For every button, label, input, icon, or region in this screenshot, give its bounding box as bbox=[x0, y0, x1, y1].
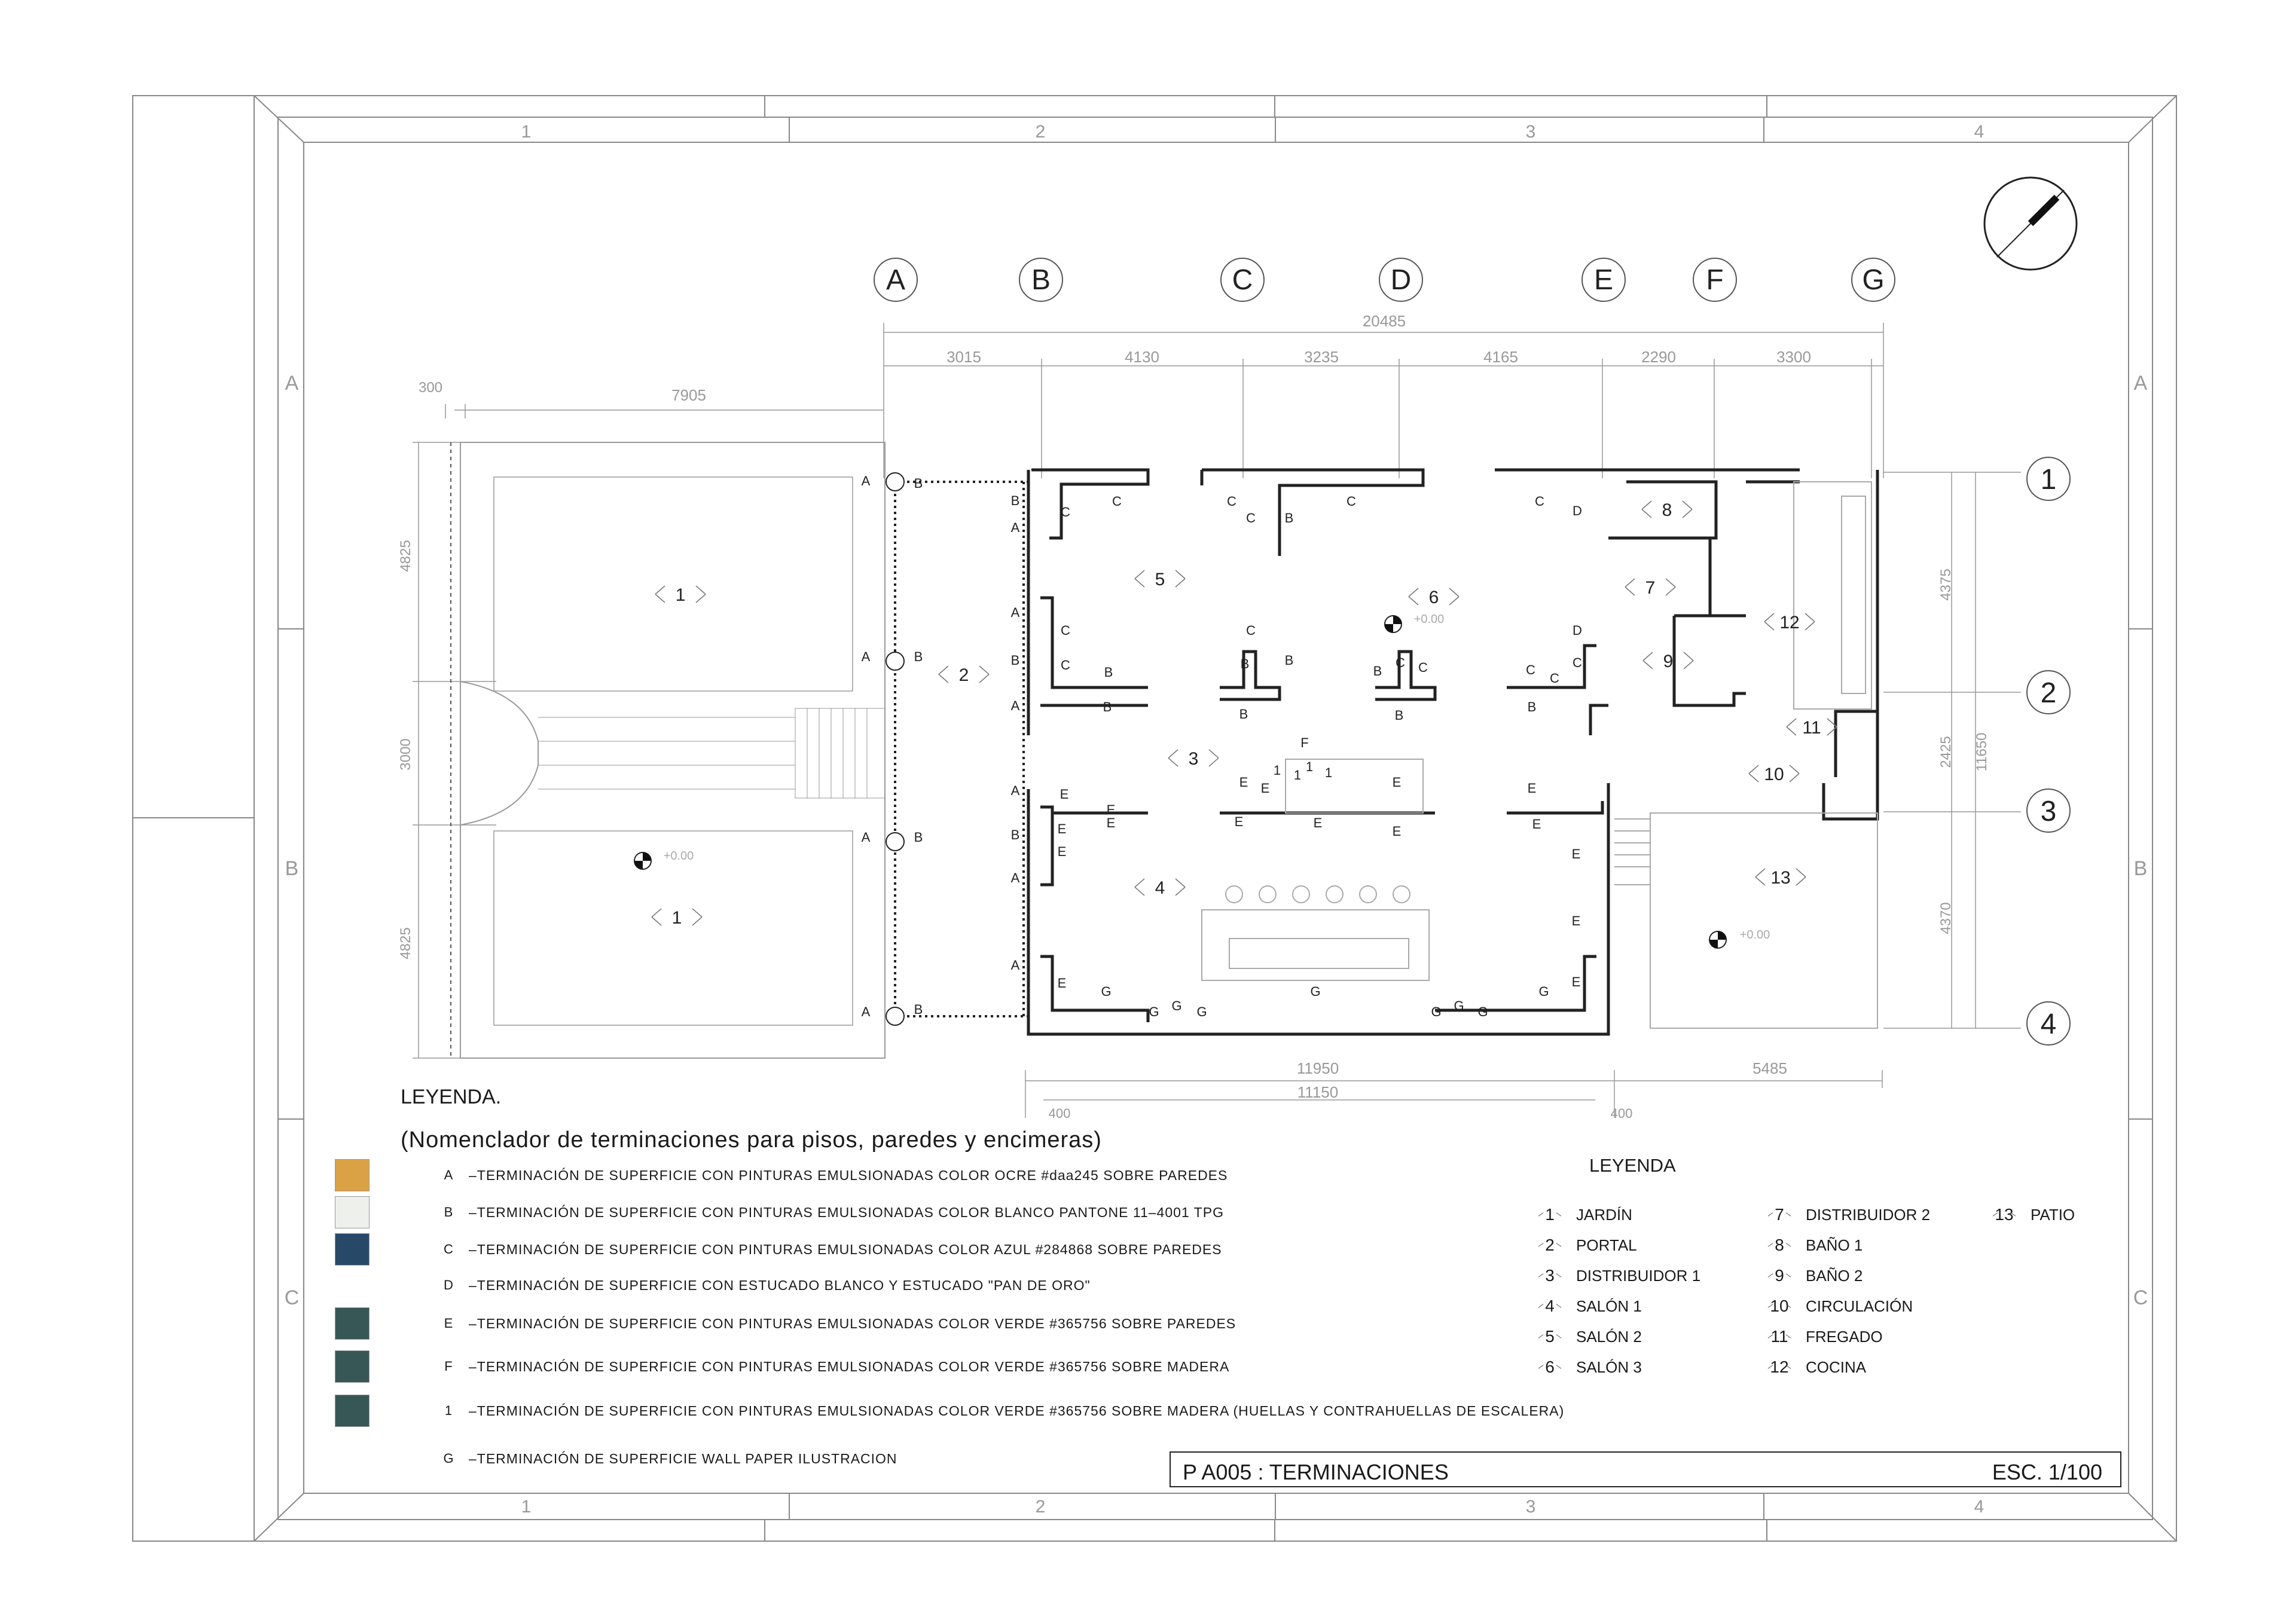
legend-item bbox=[335, 1267, 1091, 1303]
garden-zone bbox=[451, 442, 885, 1058]
north-arrow-icon bbox=[1984, 178, 2077, 270]
legend-item bbox=[335, 1393, 1564, 1429]
finish-code-tag: 1 bbox=[1324, 765, 1333, 780]
finish-code-tag: A bbox=[861, 1004, 871, 1019]
color-swatch bbox=[335, 1269, 370, 1301]
room-name: FREGADO bbox=[1806, 1327, 1883, 1346]
finish-code-tag: E bbox=[1392, 775, 1402, 790]
color-swatch bbox=[335, 1196, 370, 1228]
room-number: 1 bbox=[671, 908, 682, 928]
finish-code-tag: E bbox=[1106, 815, 1116, 830]
finish-code-tag: C bbox=[1573, 655, 1582, 670]
legend-code: G bbox=[443, 1451, 454, 1466]
room-name: BAÑO 1 bbox=[1806, 1236, 1863, 1254]
border-row-label: B bbox=[2133, 857, 2148, 880]
finish-code-tag: E bbox=[1239, 775, 1248, 790]
legend-description: –TERMINACIÓN DE SUPERFICIE CON PINTURAS EMULSIONADAS COLOR BLANCO PANTONE 11–4001 TPG bbox=[469, 1204, 1224, 1220]
finish-code-tag: G bbox=[1196, 1004, 1207, 1019]
room-name: BAÑO 2 bbox=[1806, 1266, 1863, 1285]
room-tag bbox=[1135, 878, 1185, 898]
room-tag bbox=[1764, 613, 1815, 632]
room-number: 11 bbox=[1766, 1327, 1793, 1346]
color-swatch bbox=[335, 1233, 370, 1266]
color-swatch bbox=[335, 1395, 370, 1427]
room-tag bbox=[1168, 749, 1219, 769]
legend-description: –TERMINACIÓN DE SUPERFICIE WALL PAPER ILUSTRACION bbox=[469, 1450, 897, 1466]
dimension-right-height: 2425 bbox=[1938, 736, 1954, 768]
level-value: +0.00 bbox=[1413, 613, 1445, 626]
dimension-total: 20485 bbox=[1362, 312, 1406, 330]
finish-code-tag: A bbox=[1010, 870, 1020, 885]
finish-code-tag: E bbox=[1527, 781, 1537, 796]
finish-code-tag: C bbox=[1347, 494, 1356, 509]
dimension-span: 2290 bbox=[1641, 348, 1676, 366]
dimension-span: 3015 bbox=[947, 348, 981, 366]
finish-code-tag: G bbox=[1538, 984, 1549, 999]
finish-code-tag: D bbox=[1573, 623, 1582, 638]
room-number: 5 bbox=[1537, 1327, 1563, 1346]
rooms-legend-item bbox=[1537, 1355, 1642, 1379]
finish-code-tag: A bbox=[1010, 958, 1020, 973]
dimension-left-height: 4825 bbox=[398, 927, 414, 959]
finish-code-tag: 1 bbox=[1273, 763, 1281, 778]
legend-code: E bbox=[444, 1316, 453, 1331]
finish-code-tag: E bbox=[1313, 815, 1323, 830]
room-number: 11 bbox=[1802, 718, 1821, 738]
rooms-legend-item bbox=[1537, 1264, 1700, 1288]
dimension-left-height: 3000 bbox=[398, 738, 414, 771]
dimension-left-small: 300 bbox=[418, 380, 443, 396]
border-column-label: 2 bbox=[1035, 1497, 1046, 1517]
finish-code-tag: C bbox=[1246, 511, 1256, 525]
room-number: 3 bbox=[1188, 749, 1199, 769]
finish-code-tag: B bbox=[1103, 699, 1112, 714]
room-number: 2 bbox=[958, 665, 969, 685]
room-number: 10 bbox=[1764, 765, 1784, 784]
finish-code-tag: A bbox=[861, 830, 871, 845]
axis-column-label: C bbox=[1232, 264, 1253, 296]
finish-code-tag: C bbox=[1227, 494, 1236, 509]
finish-code-tag: E bbox=[1571, 974, 1581, 989]
finish-code-tag: E bbox=[1060, 787, 1069, 802]
finish-code-tag: B bbox=[914, 830, 923, 845]
legend-item bbox=[335, 1157, 1228, 1193]
dimension-bottom: 5485 bbox=[1752, 1059, 1787, 1077]
finish-code-tag: B bbox=[1527, 699, 1537, 714]
room-number: 13 bbox=[1991, 1205, 2017, 1224]
color-swatch bbox=[335, 1350, 370, 1383]
finish-code-tag: C bbox=[1396, 655, 1405, 670]
room-name: CIRCULACIÓN bbox=[1806, 1297, 1913, 1315]
dimension-right-height: 4370 bbox=[1938, 902, 1954, 934]
title-block bbox=[1170, 1451, 2121, 1487]
dimension-span: 3300 bbox=[1776, 348, 1811, 366]
level-value: +0.00 bbox=[1739, 928, 1770, 942]
finish-code-tag: C bbox=[1061, 623, 1070, 638]
color-swatch bbox=[335, 1442, 370, 1475]
room-number: 13 bbox=[1770, 868, 1791, 888]
border-column-label: 3 bbox=[1525, 122, 1536, 142]
rooms-legend-title: LEYENDA bbox=[1589, 1155, 1676, 1176]
finish-code-tag: G bbox=[1149, 1004, 1159, 1019]
finish-code-tag: B bbox=[1284, 653, 1294, 668]
finish-code-tag: B bbox=[1284, 511, 1294, 525]
finish-code-tag: C bbox=[1550, 671, 1559, 686]
rooms-legend-item bbox=[1537, 1203, 1632, 1227]
room-number: 4 bbox=[1155, 878, 1165, 898]
rooms-legend-item bbox=[1766, 1294, 1913, 1318]
axis-row-label: 2 bbox=[2040, 677, 2057, 709]
border-column-label: 4 bbox=[1974, 122, 1984, 142]
room-number: 4 bbox=[1537, 1297, 1563, 1316]
level-labels bbox=[664, 613, 1770, 942]
border-row-label: C bbox=[2133, 1286, 2148, 1309]
legend-subtitle: (Nomenclador de terminaciones para pisos, paredes y encimeras) bbox=[401, 1127, 1102, 1153]
finish-code-tags bbox=[862, 473, 1582, 1019]
room-name: SALÓN 2 bbox=[1576, 1327, 1642, 1346]
room-number: 2 bbox=[1537, 1236, 1563, 1255]
finish-code-tag: C bbox=[1535, 494, 1544, 509]
dimension-span: 3235 bbox=[1304, 348, 1339, 366]
finish-code-tag: E bbox=[1392, 824, 1402, 839]
finish-code-tag: B bbox=[1010, 493, 1020, 508]
finish-code-tag: C bbox=[1112, 494, 1122, 509]
finish-code-tag: G bbox=[1101, 984, 1112, 999]
finish-code-tag: C bbox=[1061, 505, 1070, 519]
room-tag bbox=[1135, 570, 1185, 589]
legend-item bbox=[335, 1194, 1224, 1230]
room-tag bbox=[655, 585, 706, 605]
room-number: 5 bbox=[1155, 570, 1165, 589]
finish-code-tag: G bbox=[1454, 998, 1464, 1013]
rooms-legend-item bbox=[1537, 1233, 1637, 1257]
color-swatch bbox=[335, 1307, 370, 1340]
finish-code-tag: A bbox=[861, 473, 871, 488]
border-row-label: C bbox=[284, 1286, 300, 1309]
axis-column-label: B bbox=[1031, 264, 1051, 296]
finish-code-tag: D bbox=[1573, 503, 1582, 518]
legend-description: –TERMINACIÓN DE SUPERFICIE CON PINTURAS EMULSIONADAS COLOR VERDE #365756 SOBRE MADERA (HUELLAS Y CONTRAHUELLAS DE ESCALERA) bbox=[469, 1402, 1565, 1419]
axis-column-label: G bbox=[1862, 264, 1885, 296]
rooms-legend-item bbox=[1537, 1325, 1642, 1349]
dimension-bottom: 400 bbox=[1048, 1106, 1071, 1121]
finish-code-tag: C bbox=[1246, 623, 1256, 638]
dimension-span: 4130 bbox=[1125, 348, 1159, 366]
legend-code: A bbox=[444, 1167, 453, 1182]
axis-column-label: F bbox=[1706, 264, 1724, 296]
axis-row-label: 1 bbox=[2040, 464, 2057, 496]
room-name: DISTRIBUIDOR 1 bbox=[1576, 1266, 1701, 1285]
legend-item bbox=[335, 1306, 1236, 1341]
axis-column-label: E bbox=[1593, 264, 1614, 296]
room-number: 1 bbox=[1537, 1205, 1563, 1224]
room-name: PATIO bbox=[2031, 1205, 2075, 1224]
axis-row-label: 4 bbox=[2040, 1008, 2057, 1040]
finish-code-tag: B bbox=[914, 1002, 923, 1017]
finish-code-tag: F bbox=[1300, 735, 1309, 750]
building-walls bbox=[1028, 470, 1877, 1034]
room-tag bbox=[1409, 588, 1459, 607]
room-number: 10 bbox=[1766, 1297, 1793, 1316]
room-number: 9 bbox=[1663, 652, 1674, 671]
finish-code-tag: B bbox=[1010, 827, 1020, 842]
room-tag bbox=[1749, 765, 1799, 784]
dimension-left-height: 4825 bbox=[398, 540, 414, 572]
room-name: SALÓN 3 bbox=[1576, 1358, 1642, 1376]
finish-code-tag: A bbox=[1010, 520, 1020, 535]
finish-code-tag: A bbox=[1010, 605, 1020, 620]
room-number: 9 bbox=[1766, 1266, 1793, 1285]
room-tag bbox=[1643, 652, 1693, 671]
finish-code-tag: E bbox=[1057, 844, 1067, 859]
legend-code: C bbox=[444, 1242, 453, 1257]
sheet-title: P A005 : TERMINACIONES bbox=[1183, 1460, 1449, 1484]
room-name: SALÓN 1 bbox=[1576, 1297, 1642, 1315]
legend-description: –TERMINACIÓN DE SUPERFICIE CON PINTURAS EMULSIONADAS COLOR AZUL #284868 SOBRE PAREDES bbox=[469, 1241, 1222, 1257]
finish-code-tag: E bbox=[1260, 781, 1270, 796]
rooms-legend-item bbox=[1766, 1233, 1863, 1257]
dimension-bottom: 400 bbox=[1610, 1106, 1633, 1121]
room-tag bbox=[1625, 578, 1675, 598]
legend-description: –TERMINACIÓN DE SUPERFICIE CON PINTURAS EMULSIONADAS COLOR VERDE #365756 SOBRE MADERA bbox=[469, 1358, 1230, 1374]
dimension-span: 4165 bbox=[1483, 348, 1518, 366]
legend-description: –TERMINACIÓN DE SUPERFICIE CON PINTURAS EMULSIONADAS COLOR VERDE #365756 SOBRE PAREDES bbox=[469, 1315, 1236, 1331]
border-row-label: A bbox=[285, 372, 299, 395]
finish-code-tag: A bbox=[1010, 783, 1020, 798]
finish-code-tag: 1 bbox=[1305, 759, 1314, 774]
finish-code-tag: G bbox=[1431, 1004, 1442, 1019]
sheet-scale: ESC. 1/100 bbox=[1992, 1460, 2102, 1484]
room-tag bbox=[1787, 718, 1837, 738]
level-marker-icon bbox=[634, 616, 1726, 948]
finish-code-tag: C bbox=[1526, 662, 1535, 677]
legend-title: LEYENDA. bbox=[401, 1086, 502, 1108]
legend-description: –TERMINACIÓN DE SUPERFICIE CON PINTURAS EMULSIONADAS COLOR OCRE #daa245 SOBRE PAREDES bbox=[469, 1167, 1228, 1183]
legend-item bbox=[335, 1231, 1222, 1267]
room-name: JARDÍN bbox=[1576, 1205, 1632, 1224]
border-row-label: B bbox=[285, 857, 299, 880]
room-name: PORTAL bbox=[1576, 1236, 1637, 1254]
rooms-legend-item bbox=[1766, 1264, 1863, 1288]
rooms-legend-item bbox=[1766, 1325, 1883, 1349]
room-number: 12 bbox=[1766, 1358, 1793, 1377]
border-column-label: 1 bbox=[521, 1497, 532, 1517]
finish-code-tag: G bbox=[1171, 998, 1182, 1013]
border-row-label: A bbox=[2133, 372, 2148, 395]
finish-code-tag: C bbox=[1061, 658, 1070, 673]
border-column-label: 4 bbox=[1974, 1497, 1984, 1517]
dimension-labels bbox=[398, 312, 1990, 1121]
room-name: DISTRIBUIDOR 2 bbox=[1806, 1205, 1931, 1224]
dimension-bottom: 11150 bbox=[1297, 1083, 1339, 1101]
border-column-label: 1 bbox=[521, 122, 532, 142]
legend-code: F bbox=[444, 1359, 453, 1374]
axis-column-label: A bbox=[886, 264, 906, 296]
rooms-legend-item bbox=[1766, 1355, 1866, 1379]
finish-code-tag: B bbox=[1394, 708, 1404, 723]
portal-columns bbox=[886, 473, 1028, 1025]
room-number: 6 bbox=[1537, 1358, 1563, 1377]
axis-row-label: 3 bbox=[2040, 796, 2057, 827]
legend-item bbox=[335, 1349, 1229, 1384]
room-name: COCINA bbox=[1806, 1358, 1867, 1376]
dimension-bottom: 11950 bbox=[1296, 1059, 1339, 1077]
finish-code-tag: E bbox=[1057, 976, 1067, 991]
finish-code-tag: G bbox=[1310, 984, 1321, 999]
room-number: 8 bbox=[1766, 1236, 1793, 1255]
room-tag bbox=[939, 665, 989, 685]
border-column-label: 3 bbox=[1525, 1497, 1536, 1517]
finish-code-tag: C bbox=[1418, 660, 1428, 675]
rooms-legend-item bbox=[1991, 1203, 2075, 1227]
finish-code-tag: A bbox=[861, 649, 871, 664]
legend-description: –TERMINACIÓN DE SUPERFICIE CON ESTUCADO BLANCO Y ESTUCADO "PAN DE ORO" bbox=[469, 1277, 1091, 1293]
finish-code-tag: E bbox=[1571, 846, 1581, 861]
rooms-legend-item bbox=[1537, 1294, 1642, 1318]
border-column-label: 2 bbox=[1035, 122, 1046, 142]
finish-code-tag: B bbox=[1373, 664, 1382, 678]
room-number: 12 bbox=[1779, 613, 1800, 632]
axis-column-label: D bbox=[1390, 264, 1412, 296]
finish-code-tag: E bbox=[1234, 814, 1244, 829]
dimension-right-height: 4375 bbox=[1938, 568, 1954, 601]
interior-fixtures bbox=[1202, 482, 1877, 1028]
room-tag bbox=[652, 908, 702, 928]
finish-code-tag: E bbox=[1057, 821, 1067, 836]
room-number: 8 bbox=[1662, 500, 1672, 520]
finish-code-tag: B bbox=[914, 649, 923, 664]
finish-code-tag: E bbox=[1106, 802, 1116, 817]
finish-code-tag: B bbox=[1240, 656, 1250, 671]
finish-code-tag: A bbox=[1010, 698, 1020, 713]
finish-code-tag: E bbox=[1571, 913, 1581, 928]
legend-code: 1 bbox=[444, 1403, 453, 1418]
room-number: 7 bbox=[1645, 578, 1656, 598]
finish-code-tag: 1 bbox=[1293, 768, 1302, 783]
room-tag bbox=[1642, 500, 1692, 520]
legend-code: D bbox=[444, 1277, 453, 1292]
finish-code-tag: B bbox=[1104, 665, 1113, 680]
legend-item bbox=[335, 1441, 897, 1477]
finish-code-tag: G bbox=[1477, 1004, 1488, 1019]
room-tag bbox=[1755, 868, 1806, 888]
rooms-legend-item bbox=[1766, 1203, 1930, 1227]
room-number: 1 bbox=[675, 585, 686, 605]
room-number: 3 bbox=[1537, 1266, 1563, 1285]
color-swatch bbox=[335, 1159, 370, 1191]
finish-code-tag: E bbox=[1532, 817, 1541, 832]
finish-code-tag: B bbox=[914, 476, 923, 491]
finish-code-tag: B bbox=[1010, 653, 1020, 668]
level-value: +0.00 bbox=[663, 849, 694, 863]
legend-code: B bbox=[444, 1205, 453, 1219]
finish-code-tag: B bbox=[1239, 707, 1248, 722]
room-number: 6 bbox=[1428, 588, 1439, 607]
dimension-right-total: 11650 bbox=[1974, 732, 1990, 772]
room-number: 7 bbox=[1766, 1205, 1793, 1224]
dimension-left-width: 7905 bbox=[671, 386, 706, 404]
